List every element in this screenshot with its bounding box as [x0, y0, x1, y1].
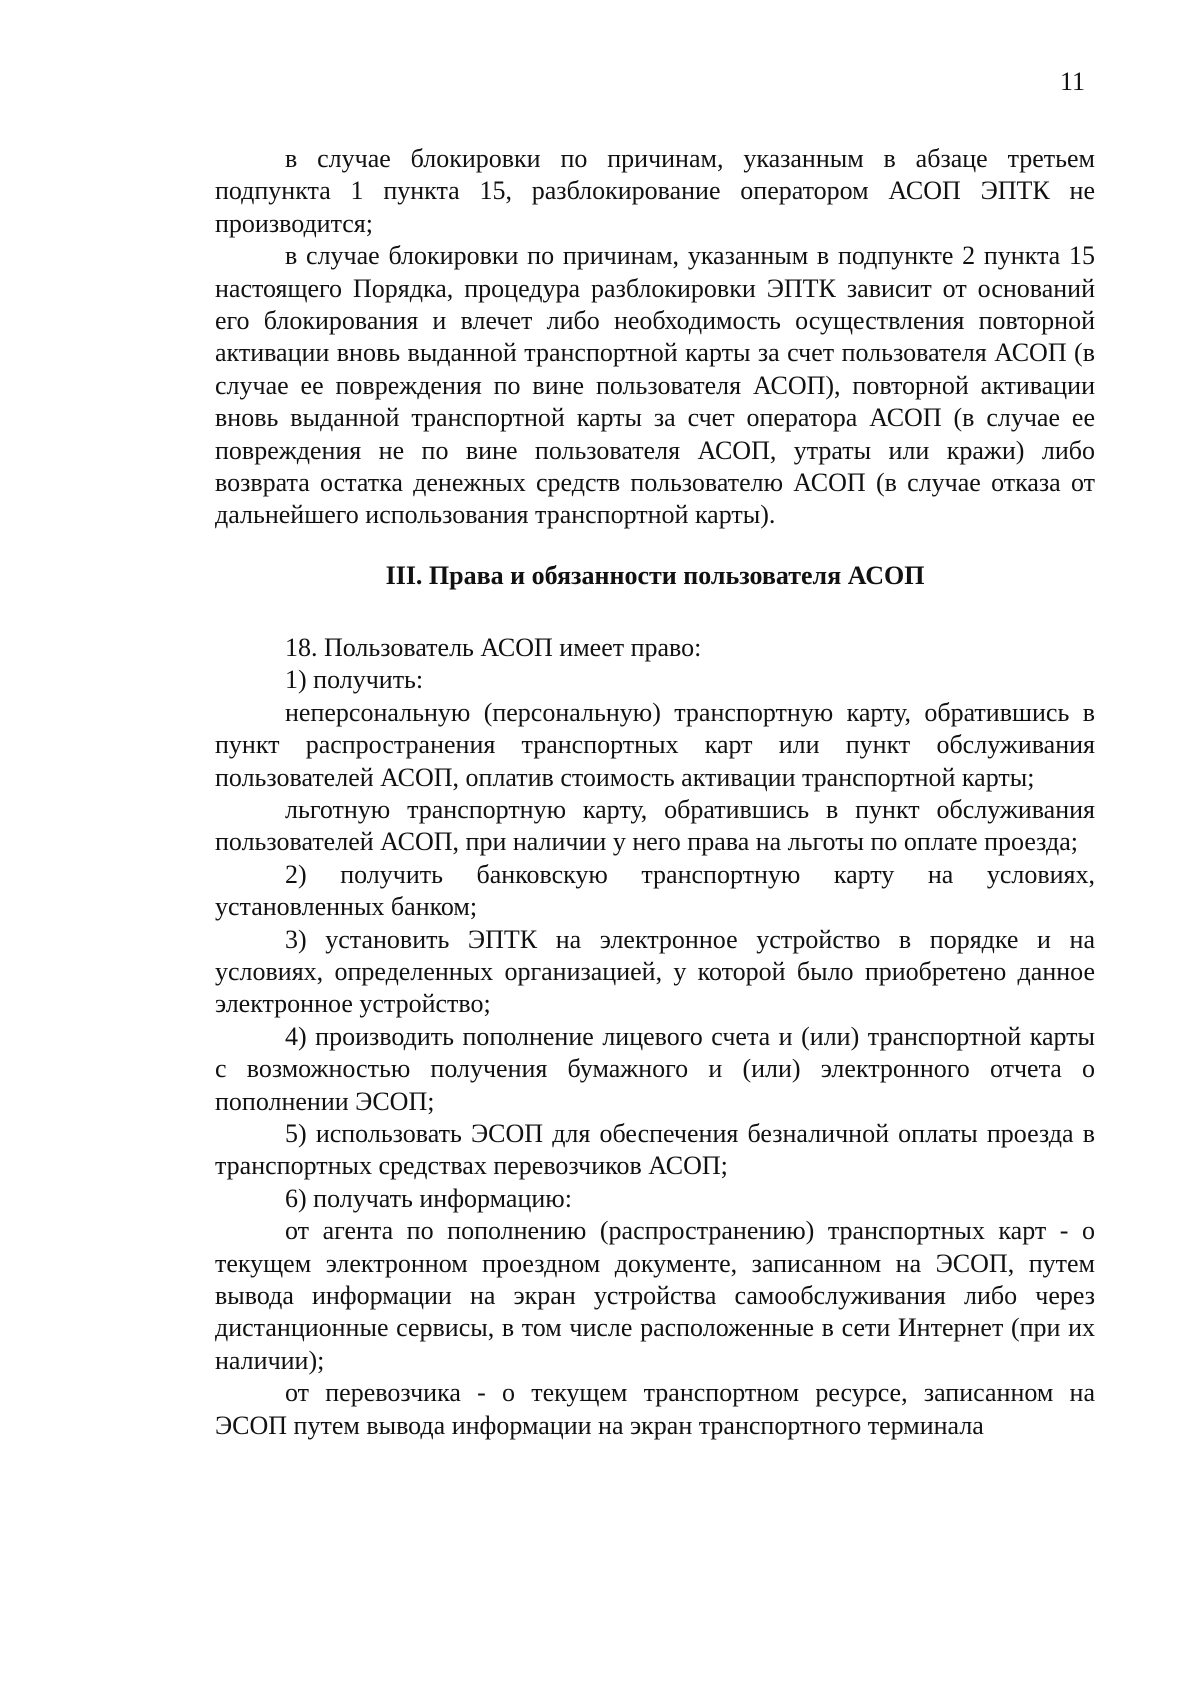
page-number: 11	[1060, 67, 1086, 96]
paragraph-item-5: 5) использовать ЭСОП для обеспечения безналичной оплаты проезда в транспортных средствах перевозчиков АСОП;	[215, 1118, 1095, 1181]
paragraph-item-1: 1) получить:	[285, 665, 424, 695]
paragraph-agent-info: от агента по пополнению (распространению) транспортных карт - о текущем электронном проездном документе, записанном на ЭСОП, путем вывода информации на экран устройства самообслуживания либо через дистанционные сервисы, в том числе расположенные в сети Интернет (при их наличии);	[215, 1216, 1095, 1375]
paragraph-item-6: 6) получать информацию:	[285, 1183, 572, 1213]
paragraph-item-4: 4) производить пополнение лицевого счета и (или) транспортной карты с возможностью получения бумажного и (или) электронного отчета о пополнении ЭСОП;	[215, 1021, 1095, 1116]
paragraph-item-2: 2) получить банковскую транспортную карту на условиях, установленных банком;	[215, 859, 1095, 922]
paragraph-nonpersonal-card: неперсональную (персональную) транспортную карту, обратившись в пункт распространения транспортных карт или пункт обслуживания пользователей АСОП, оплатив стоимость активации транспортной карты;	[215, 697, 1095, 792]
paragraph-unblock-procedure: в случае блокировки по причинам, указанным в подпункте 2 пункта 15 настоящего Порядка, процедура разблокировки ЭПТК зависит от оснований его блокирования и влечет либо необходимость осуществления повторной активации вновь выданной транспортной карты за счет пользователя АСОП (в случае ее повреждения по вине пользователя АСОП), повторной активации вновь выданной транспортной карты за счет оператора АСОП (в случае ее повреждения не по вине пользователя АСОП, утраты или кражи) либо возврата остатка денежных средств пользователю АСОП (в случае отказа от дальнейшего использования транспортной карты).	[215, 241, 1095, 530]
section-heading: III. Права и обязанности пользователя АСОП	[385, 560, 925, 590]
paragraph-preferential-card: льготную транспортную карту, обратившись в пункт обслуживания пользователей АСОП, при наличии у него права на льготы по оплате проезда;	[215, 794, 1095, 857]
section-rights	[215, 632, 1095, 1442]
paragraph-carrier-info: от перевозчика - о текущем транспортном ресурсе, записанном на ЭСОП путем вывода информации на экран транспортного терминала	[215, 1378, 1095, 1440]
document-body	[215, 143, 1095, 1442]
paragraph-unblock-not-performed: в случае блокировки по причинам, указанным в абзаце третьем подпункта 1 пункта 15, разблокирование оператором АСОП ЭПТК не производится;	[215, 144, 1095, 238]
paragraph-18: 18. Пользователь АСОП имеет право:	[285, 632, 702, 662]
paragraph-item-3: 3) установить ЭПТК на электронное устройство в порядке и на условиях, определенных организацией, у которой было приобретено данное электронное устройство;	[215, 924, 1095, 1019]
